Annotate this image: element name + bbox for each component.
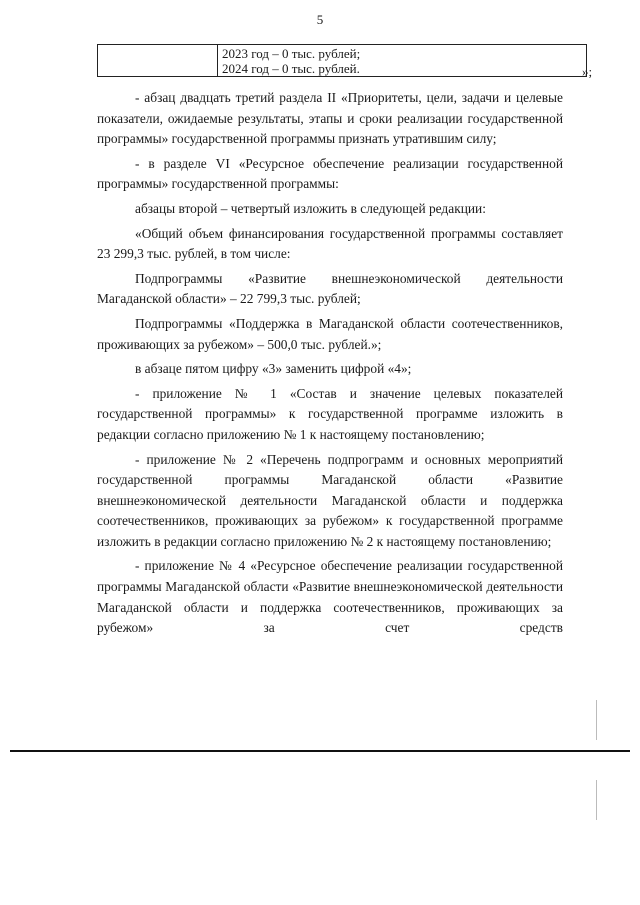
funding-table (97, 44, 587, 77)
paragraph-abzac-fifth: в абзаце пятом цифру «3» заменить цифрой «4»; (135, 361, 412, 377)
document-body (97, 88, 563, 643)
table-row (98, 45, 587, 77)
paragraph-appendix-2: - приложение № 2 «Перечень подпрограмм и основных мероприятий государственной программы Магаданской области «Развитие внешнеэкономической деятельности Магаданской области и поддержка соотечественников, проживающих за рубежом» к государственной программе изложить в редакции согласно приложению № 2 к настоящему постановлению; (97, 451, 563, 549)
paragraph-total-funding: «Общий объем финансирования государственной программы составляет 23 299,3 тыс. рублей, в том числе: (97, 225, 563, 262)
table-cell-empty (98, 45, 218, 77)
table-closing-quote: »; (582, 64, 593, 79)
table-cell-funding-years (218, 45, 587, 77)
funding-line-2024: 2024 год – 0 тыс. рублей. (222, 61, 360, 76)
paragraph-section-ii: - абзац двадцать третий раздела II «Приоритеты, цели, задачи и целевые показатели, ожидаемые результаты, этапы и сроки реализации государственной программы» государственной программы признать утратившим силу; (97, 90, 563, 147)
paragraph-subprogram-1: Подпрограммы «Развитие внешнеэкономической деятельности Магаданской области» – 22 799,3 тыс. рублей; (97, 270, 563, 307)
scan-margin-mark (596, 780, 597, 820)
scan-margin-mark (596, 700, 597, 740)
page-bottom-rule (10, 750, 630, 752)
paragraph-section-vi: - в разделе VI «Ресурсное обеспечение реализации государственной программы» государственной программы: (97, 155, 563, 192)
page-number: 5 (316, 12, 324, 27)
paragraph-appendix-1: - приложение № 1 «Состав и значение целевых показателей государственной программы» к государственной программе изложить в редакции согласно приложению № 1 к настоящему постановлению; (97, 385, 563, 442)
paragraph-appendix-4: - приложение № 4 «Ресурсное обеспечение реализации государственной программы Магаданской области «Развитие внешнеэкономической деятельности Магаданской области и поддержка соотечественников, проживающих за рубежом» за счет средств (97, 558, 563, 636)
paragraph-subprogram-2: Подпрограммы «Поддержка в Магаданской области соотечественников, проживающих за рубежом» – 500,0 тыс. рублей.»; (97, 315, 563, 352)
paragraph-abzacy: абзацы второй – четвертый изложить в следующей редакции: (135, 200, 486, 216)
funding-line-2023: 2023 год – 0 тыс. рублей; (222, 46, 361, 61)
